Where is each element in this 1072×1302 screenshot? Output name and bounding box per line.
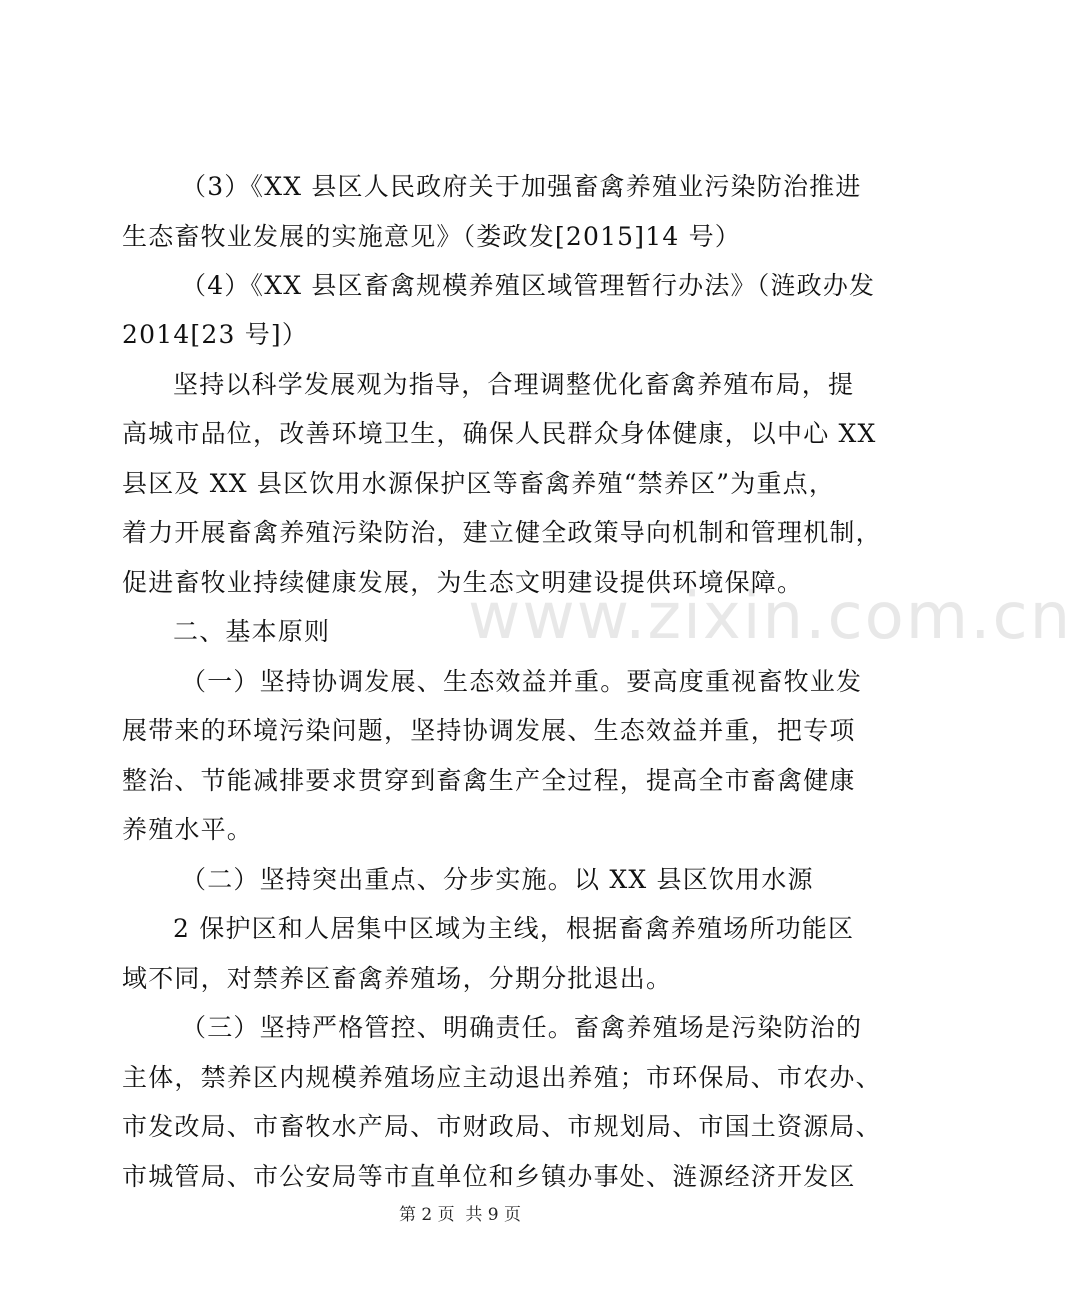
text-line: 养殖水平。 xyxy=(122,815,254,844)
text-line: （二）坚持突出重点、分步实施。以 XX 县区饮用水源 xyxy=(181,865,814,894)
text-line: 着力开展畜禽养殖污染防治，建立健全政策导向机制和管理机制， xyxy=(122,518,882,547)
watermark: www.zixin.com.cn xyxy=(468,580,1072,654)
text-line: 域不同，对禁养区畜禽养殖场，分期分批退出。 xyxy=(122,964,673,993)
text-line: 市城管局、市公安局等市直单位和乡镇办事处、涟源经济开发区 xyxy=(122,1162,856,1191)
page-number-footer: 第 2 页 共 9 页 xyxy=(398,1205,522,1225)
text-line: 展带来的环境污染问题，坚持协调发展、生态效益并重，把专项 xyxy=(122,716,856,745)
text-line: 坚持以科学发展观为指导，合理调整优化畜禽养殖布局，提 xyxy=(173,370,855,399)
text-line: 主体，禁养区内规模养殖场应主动退出养殖；市环保局、市农办、 xyxy=(122,1063,882,1092)
text-line: 2 保护区和人居集中区域为主线，根据畜禽养殖场所功能区 xyxy=(173,914,855,943)
text-line: （3）《XX 县区人民政府关于加强畜禽养殖业污染防治推进 xyxy=(181,172,862,201)
text-line: 2014[23 号]） xyxy=(122,320,309,349)
text-line: （一）坚持协调发展、生态效益并重。要高度重视畜牧业发 xyxy=(181,667,863,696)
text-line: 生态畜牧业发展的实施意见》（娄政发[2015]14 号） xyxy=(122,222,741,251)
text-line: 高城市品位，改善环境卫生，确保人民群众身体健康，以中心 XX xyxy=(122,419,877,448)
text-line: 市发改局、市畜牧水产局、市财政局、市规划局、市国土资源局、 xyxy=(122,1112,882,1141)
text-line: 促进畜牧业持续健康发展，为生态文明建设提供环境保障。 xyxy=(122,568,804,597)
text-line: （4）《XX 县区畜禽规模养殖区域管理暂行办法》（涟政办发 xyxy=(181,271,876,300)
text-line: （三）坚持严格管控、明确责任。畜禽养殖场是污染防治的 xyxy=(181,1013,863,1042)
text-line: 县区及 XX 县区饮用水源保护区等畜禽养殖“禁养区”为重点， xyxy=(122,469,836,498)
section-heading: 二、基本原则 xyxy=(173,617,331,646)
text-line: 整治、节能减排要求贯穿到畜禽生产全过程，提高全市畜禽健康 xyxy=(122,766,856,795)
